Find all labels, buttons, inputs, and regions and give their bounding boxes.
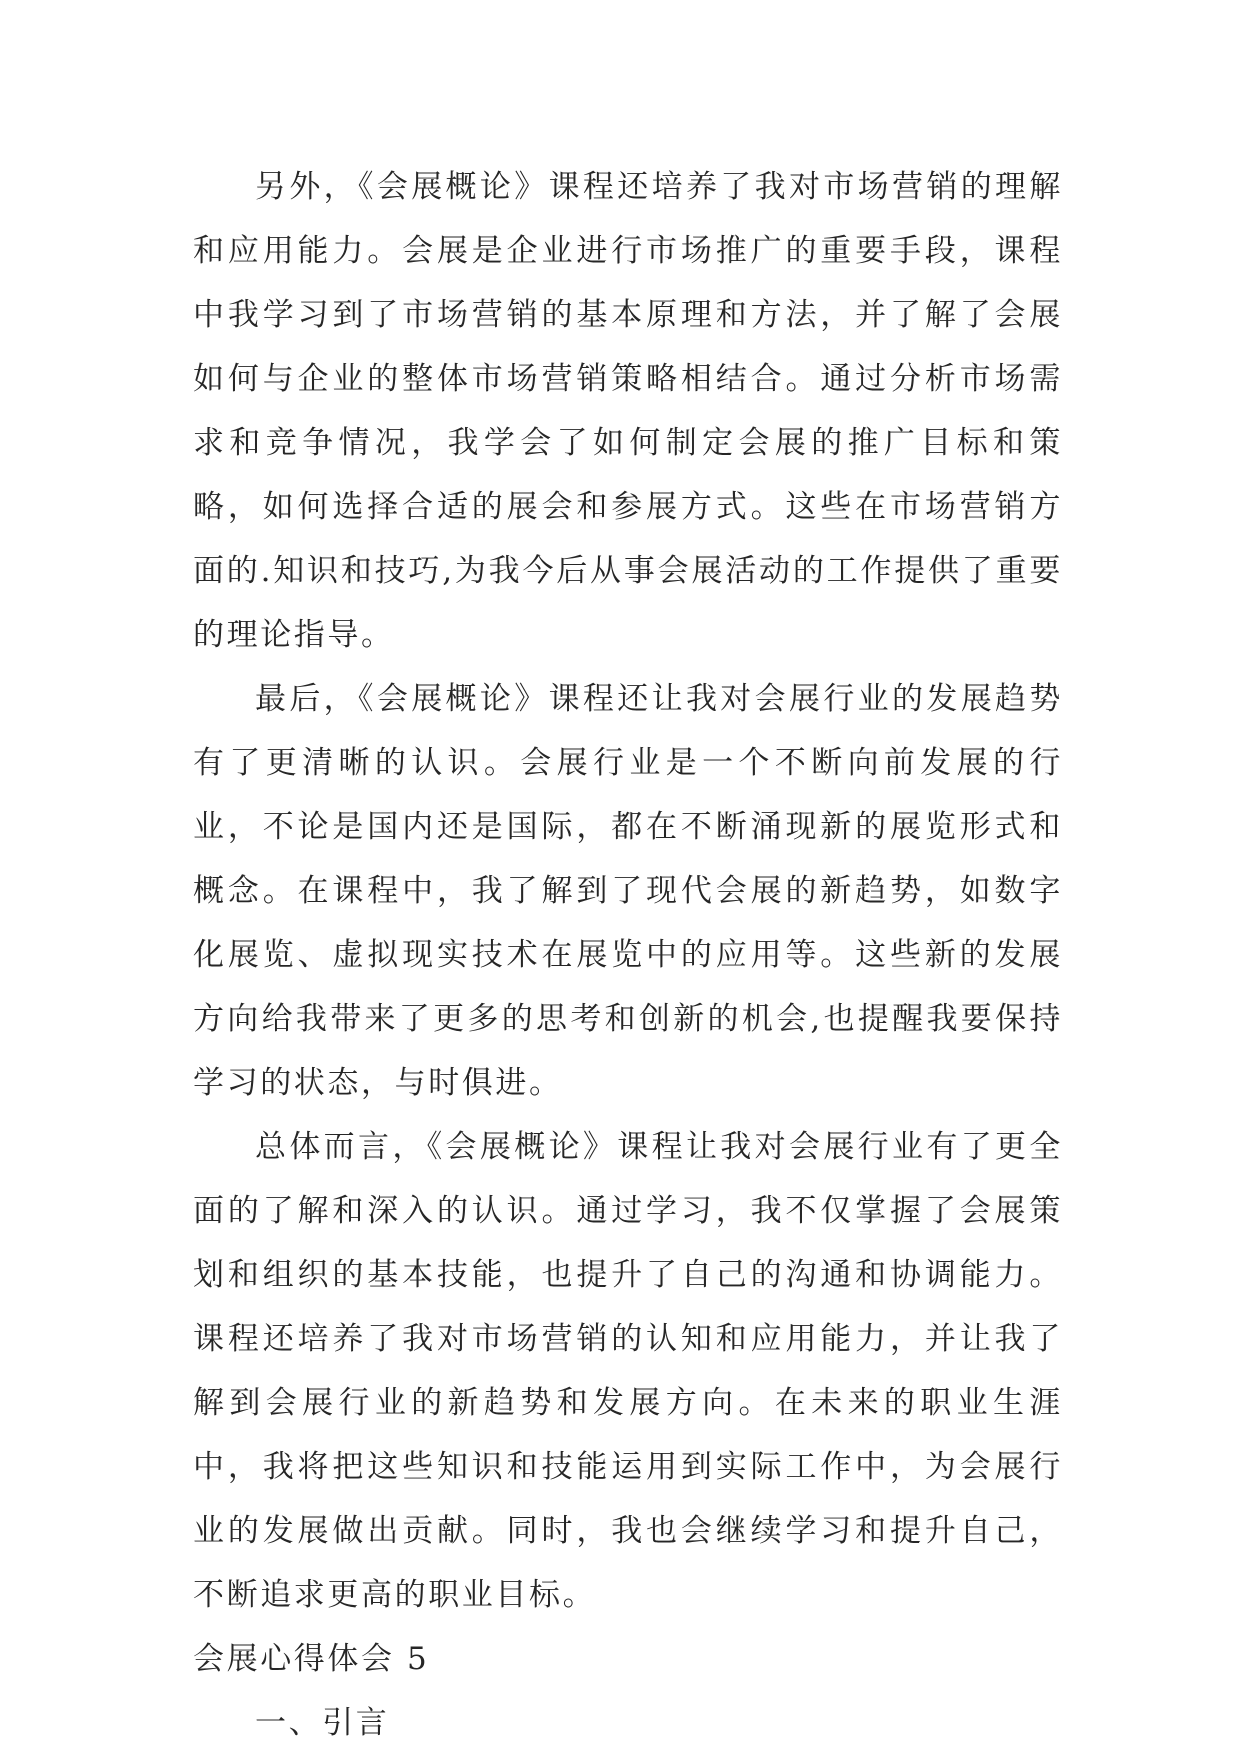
document-body xyxy=(193,155,1063,1755)
paragraph-trends: 最后，《会展概论》课程还让我对会展行业的发展趋势有了更清晰的认识。会展行业是一个不断向前发展的行业，不论是国内还是国际，都在不断涌现新的展览形式和概念。在课程中，我了解到了现代会展的新趋势，如数字化展览、虚拟现实技术在展览中的应用等。这些新的发展方向给我带来了更多的思考和创新的机会,也提醒我要保持学习的状态，与时俱进。 xyxy=(193,681,1063,1101)
subsection-title: 一、引言 xyxy=(255,1705,390,1741)
section-title: 会展心得体会 5 xyxy=(193,1641,430,1677)
paragraph-summary: 总体而言，《会展概论》课程让我对会展行业有了更全面的了解和深入的认识。通过学习，我不仅掌握了会展策划和组织的基本技能，也提升了自己的沟通和协调能力。课程还培养了我对市场营销的认知和应用能力，并让我了解到会展行业的新趋势和发展方向。在未来的职业生涯中，我将把这些知识和技能运用到实际工作中，为会展行业的发展做出贡献。同时，我也会继续学习和提升自己，不断追求更高的职业目标。 xyxy=(193,1129,1063,1613)
paragraph-marketing: 另外，《会展概论》课程还培养了我对市场营销的理解和应用能力。会展是企业进行市场推广的重要手段，课程中我学习到了市场营销的基本原理和方法，并了解了会展如何与企业的整体市场营销策略相结合。通过分析市场需求和竞争情况，我学会了如何制定会展的推广目标和策略，如何选择合适的展会和参展方式。这些在市场营销方面的.知识和技巧,为我今后从事会展活动的工作提供了重要的理论指导。 xyxy=(193,169,1063,653)
